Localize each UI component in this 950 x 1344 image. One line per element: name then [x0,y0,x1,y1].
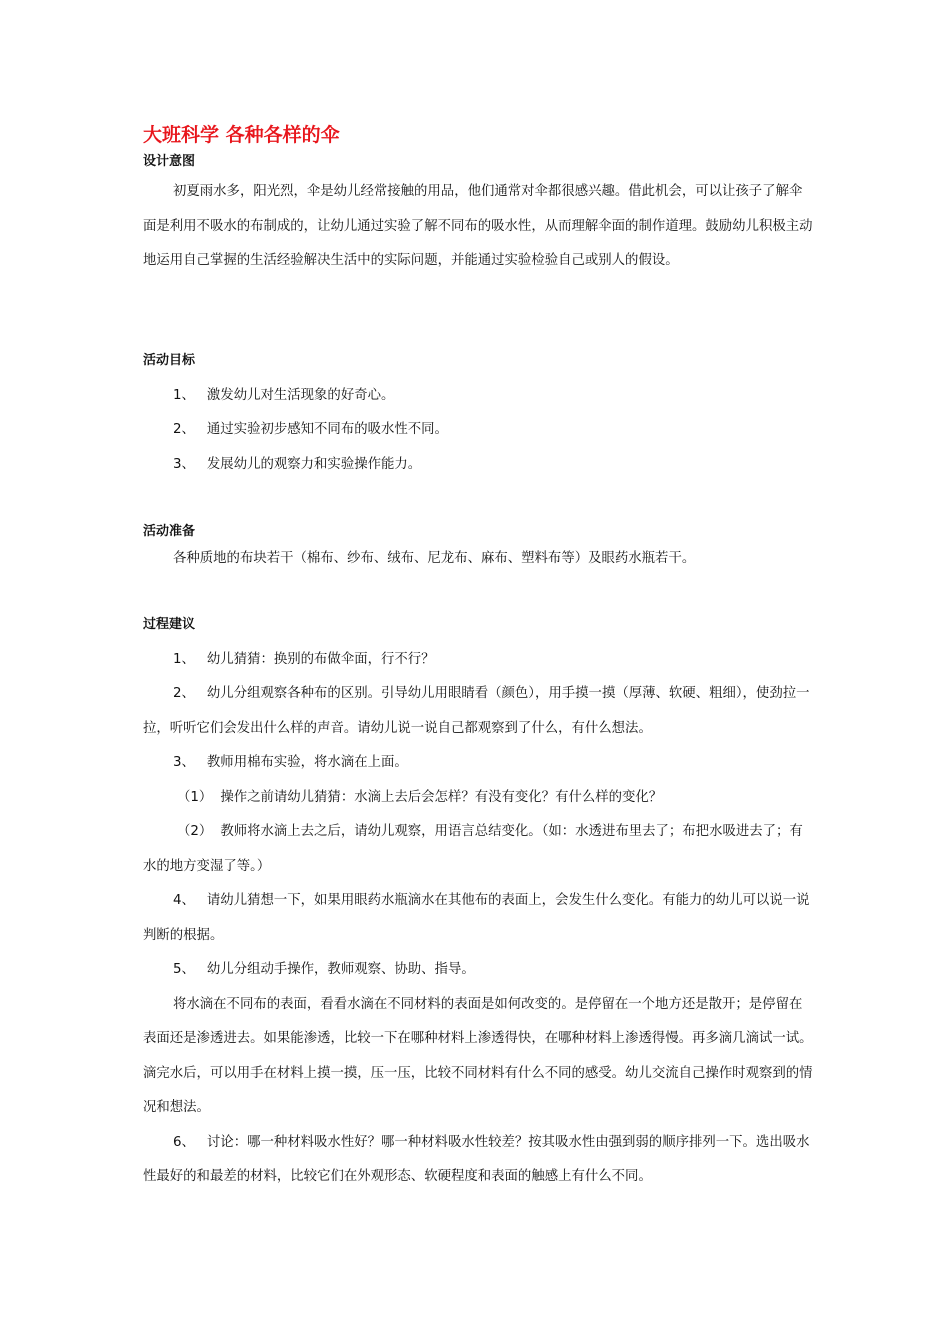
goal-number: 3、 [173,456,195,472]
substep-number: （1） [177,789,213,805]
step-text: 幼儿猜猜：换别的布做伞面，行不行？ [206,651,435,667]
process-step [143,746,815,781]
goal-item [143,379,815,414]
step-text: 讨论：哪一种材料吸水性好？哪一种材料吸水性较差？按其吸水性由强到弱的顺序排列一下。选出吸水性最好的和最差的材料，比较它们在外观形态、软硬程度和表面的触感上有什么不同。 [143,1134,810,1184]
goal-number: 2、 [173,422,195,437]
step-text: 教师用棉布实验，将水滴在上面。 [206,755,408,770]
process-step [143,953,815,988]
step-text: 幼儿分组观察各种布的区别。引导幼儿用眼睛看（颜色），用手摸一摸（厚薄、软硬、粗细），使劲拉一拉，听听它们会发出什么样的声音。请幼儿说一说自己都观察到了什么，有什么想法。 [143,686,810,736]
section-heading-process: 过程建议 [143,616,196,632]
goal-item [143,448,815,483]
substep-text: 操作之前请幼儿猜猜：水滴上去后会怎样？有没有变化？有什么样的变化？ [220,789,663,805]
document-title: 大班科学 各种各样的伞 [143,124,340,146]
goal-number: 1、 [173,387,195,403]
substep-number: （2） [177,824,213,839]
section-heading-prep: 活动准备 [143,524,196,539]
step-number: 1、 [173,651,195,667]
section-heading-design: 设计意图 [143,154,196,169]
prep-paragraph: 各种质地的布块若干（棉布、纱布、绒布、尼龙布、麻布、塑料布等）及眼药水瓶若干。 [173,551,696,566]
step-text: 幼儿分组动手操作，教师观察、协助、指导。 [206,962,475,977]
process-step [143,643,815,678]
step-number: 2、 [173,686,195,701]
section-heading-goals: 活动目标 [143,352,196,368]
document-page [143,118,815,1195]
section-process [143,615,815,1195]
section-prep [143,522,815,577]
section-design [143,152,815,279]
process-paragraph: 将水滴在不同布的表面，看看水滴在不同材料的表面是如何改变的。是停留在一个地方还是散开；是停留在表面还是渗透进去。如果能渗透，比较一下在哪种材料上渗透得快，在哪种材料上渗透得慢。再多滴几滴试一试。滴完水后，可以用手在材料上摸一摸，压一压，比较不同材料有什么不同的感受。幼儿交流自己操作时观察到的情况和想法。 [143,996,813,1115]
goal-item [143,413,815,448]
goal-text: 激发幼儿对生活现象的好奇心。 [206,387,395,403]
process-substep [143,815,815,884]
process-step [143,677,815,746]
design-paragraph: 初夏雨水多，阳光烈，伞是幼儿经常接触的用品，他们通常对伞都很感兴趣。借此机会，可以让孩子了解伞面是利用不吸水的布制成的，让幼儿通过实验了解不同布的吸水性，从而理解伞面的制作道理。鼓励幼儿积极主动地运用自己掌握的生活经验解决生活中的实际问题，并能通过实验检验自己或别人的假设。 [143,184,813,268]
substep-text: 教师将水滴上去之后，请幼儿观察，用语言总结变化。（如：水透进布里去了；布把水吸进去了；有水的地方变湿了等。） [143,824,803,874]
step-number: 3、 [173,755,195,770]
step-number: 4、 [173,893,195,908]
step-number: 5、 [173,962,195,977]
step-number: 6、 [173,1134,195,1150]
process-substep [143,781,815,816]
process-step [143,1126,815,1195]
step-text: 请幼儿猜想一下，如果用眼药水瓶滴水在其他布的表面上，会发生什么变化。有能力的幼儿可以说一说判断的根据。 [143,893,810,943]
process-step [143,884,815,953]
section-goals [143,351,815,483]
goal-text: 通过实验初步感知不同布的吸水性不同。 [206,422,448,437]
goal-text: 发展幼儿的观察力和实验操作能力。 [206,456,422,472]
